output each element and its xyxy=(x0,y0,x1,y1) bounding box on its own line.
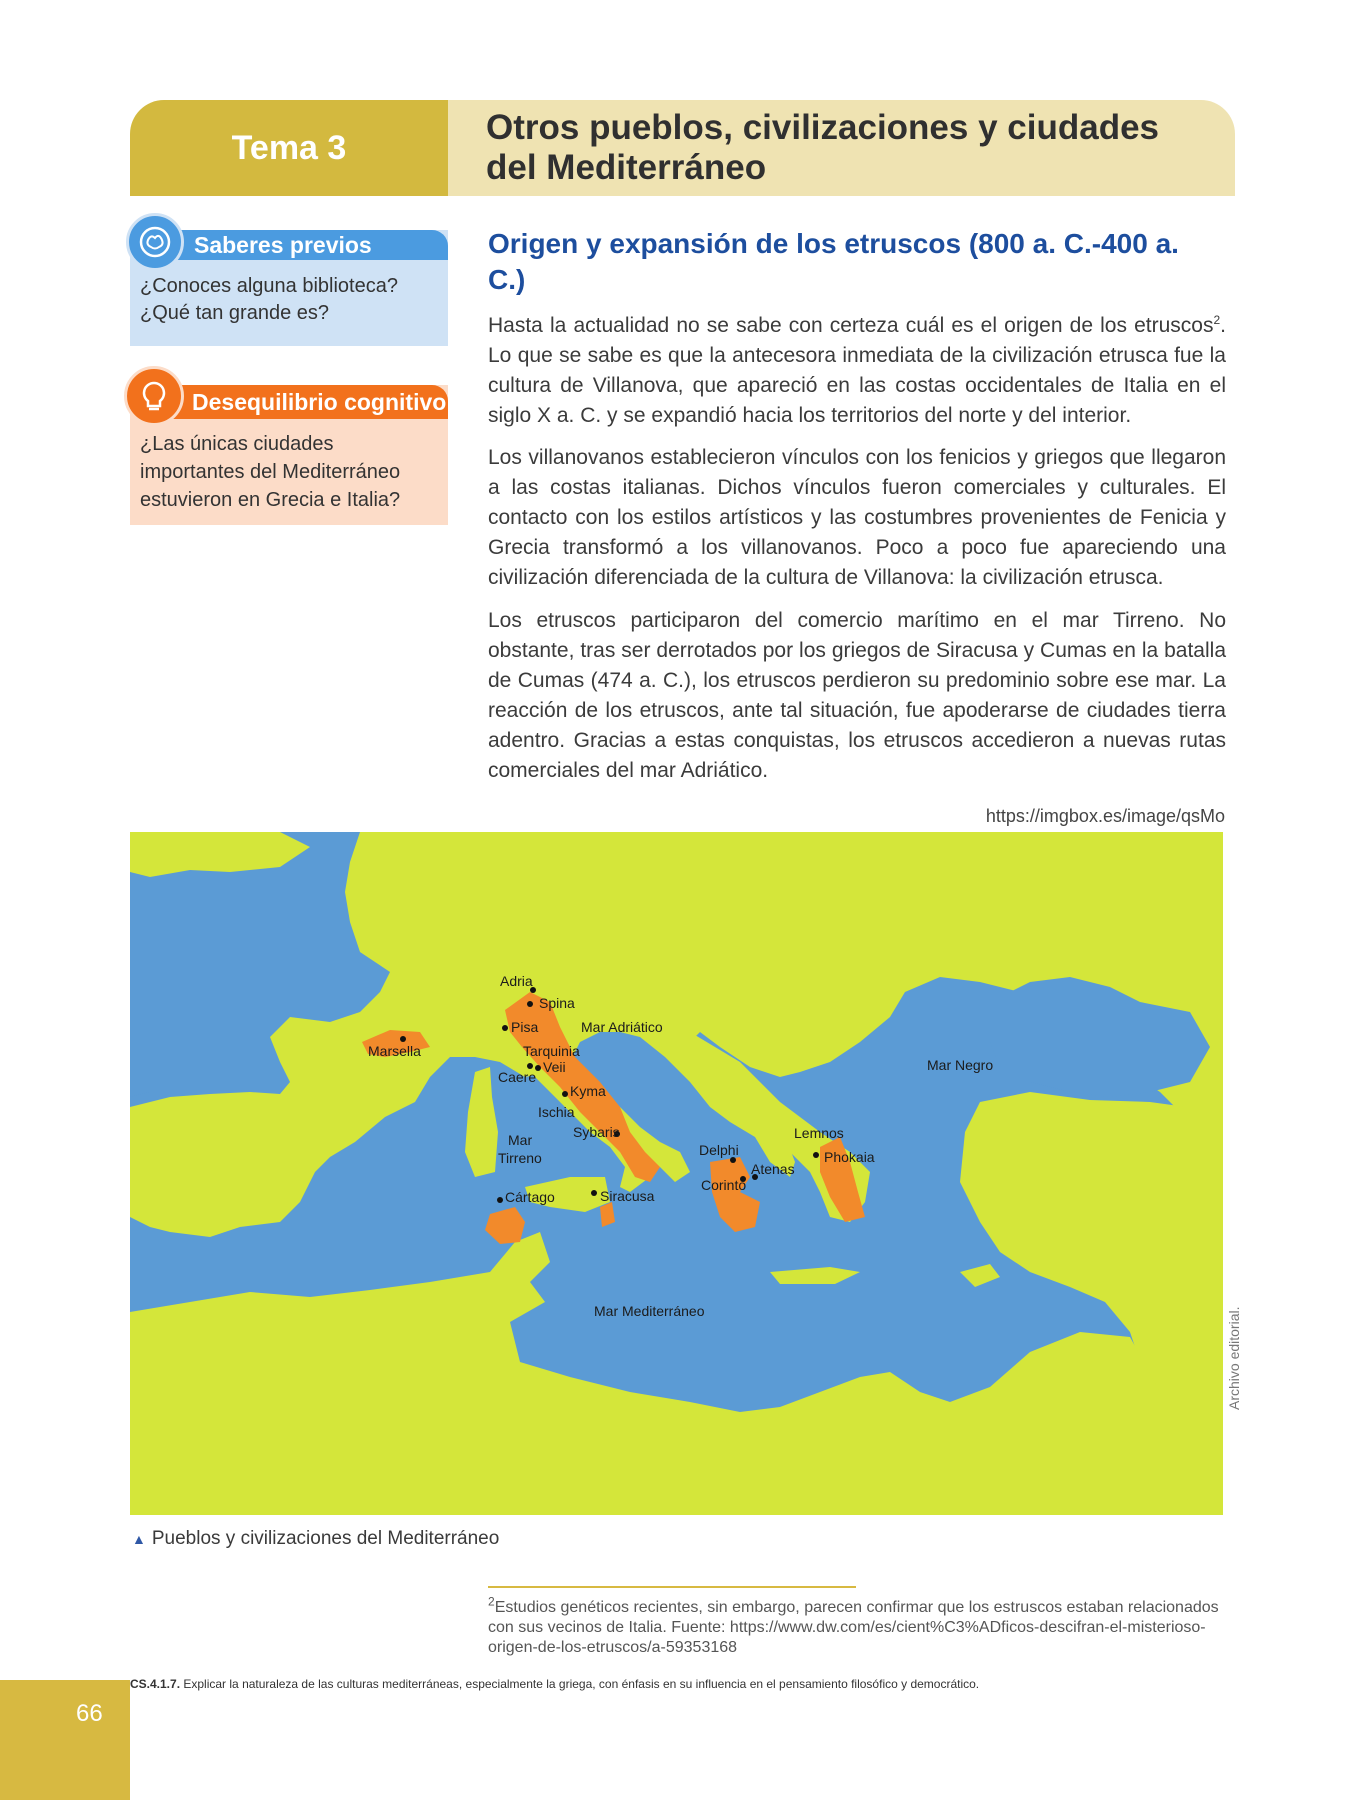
label-ischia: Ischia xyxy=(538,1104,575,1120)
desequilibrio-title: Desequilibrio cognitivo xyxy=(192,389,447,415)
label-mar-mediterraneo: Mar Mediterráneo xyxy=(594,1303,705,1319)
label-tirreno: Tirreno xyxy=(498,1150,542,1166)
label-caere: Caere xyxy=(498,1069,537,1085)
paragraph-1-start: Hasta la actualidad no se sabe con certeza cuál es el origen de los etruscos xyxy=(488,314,1214,337)
dot-phokaia xyxy=(813,1152,819,1158)
map-credit: Archivo editorial. xyxy=(1226,1306,1242,1410)
label-mar-adriatico: Mar Adriático xyxy=(581,1019,663,1035)
label-kyma: Kyma xyxy=(570,1083,606,1099)
dot-cartago xyxy=(497,1197,503,1203)
label-siracusa: Siracusa xyxy=(600,1188,655,1204)
saberes-previos-title: Saberes previos xyxy=(194,232,372,258)
paragraph-1 xyxy=(488,311,1226,431)
dot-spina xyxy=(527,1001,533,1007)
label-pisa: Pisa xyxy=(511,1019,539,1035)
paragraph-3: Los etruscos participaron del comercio marítimo en el mar Tirreno. No obstante, tras ser derrotados por los griegos de Siracusa y Cumas en la batalla de Cumas (474 a. C.), los etruscos perdieron su predominio sobre ese mar. La reacción de los etruscos, ante tal situación, fue apoderarse de ciudades tierra adentro. Gracias a estas conquistas, los etruscos accedieron a nuevas rutas comerciales del mar Adriático. xyxy=(488,609,1226,782)
footnote-divider xyxy=(488,1586,856,1588)
desequilibrio-text: ¿Las únicas ciudades importantes del Mediterráneo estuvieron en Grecia e Italia? xyxy=(140,433,401,511)
map-caption xyxy=(132,1528,499,1550)
saberes-previos-text: ¿Conoces alguna biblioteca? ¿Qué tan grande es? xyxy=(140,275,398,324)
dot-kyma xyxy=(562,1091,568,1097)
footnote-text: Estudios genéticos recientes, sin embargo, parecen confirmar que los estruscos estaban relacionados con sus vecinos de Italia. Fuente: https://www.dw.com/es/cient%C3%ADficos-descifran-el-misterioso-origen-de-los-etruscos/a-59353168 xyxy=(488,1599,1219,1656)
label-phokaia: Phokaia xyxy=(824,1149,875,1165)
footnote-ref[interactable]: 2 xyxy=(1213,313,1221,327)
dot-siracusa xyxy=(591,1190,597,1196)
label-veii: Veii xyxy=(543,1059,566,1075)
label-atenas: Atenas xyxy=(751,1161,795,1177)
triangle-icon: ▲ xyxy=(132,1531,146,1547)
standard-text: Explicar la naturaleza de las culturas mediterráneas, especialmente la griega, con énfasis en su influencia en el pensamiento filosófico y democrático. xyxy=(183,1677,980,1691)
label-delphi: Delphi xyxy=(699,1142,739,1158)
label-lemnos: Lemnos xyxy=(794,1125,844,1141)
title-banner xyxy=(448,100,1235,196)
dot-marsella xyxy=(400,1036,406,1042)
label-marsella: Marsella xyxy=(368,1043,421,1059)
mediterranean-map xyxy=(130,832,1223,1515)
page-number: 66 xyxy=(76,1700,103,1727)
footnote-number: 2 xyxy=(488,1594,495,1609)
label-sybaris: Sybaris xyxy=(573,1124,620,1140)
curriculum-standard xyxy=(130,1677,1220,1691)
footnote xyxy=(488,1594,1226,1658)
lesson-header xyxy=(130,100,1235,196)
dot-pisa xyxy=(502,1025,508,1031)
map-caption-text: Pueblos y civilizaciones del Mediterráneo xyxy=(151,1528,500,1549)
page-number-strip xyxy=(0,1680,130,1800)
label-mar: Mar xyxy=(508,1132,533,1148)
paragraph-1-rest: . Lo que se sabe es que la antecesora inmediata de la civilización etrusca fue la cultura de Villanova, que apareció en las costas occidentales de Italia en el siglo X a. C. y se expandió hacia los territorios del norte y del interior. xyxy=(488,314,1226,427)
map-source-url[interactable]: https://imgbox.es/image/qsMo xyxy=(985,806,1225,826)
tema-badge xyxy=(130,100,448,196)
tema-label: Tema 3 xyxy=(231,128,347,167)
standard-code: CS.4.1.7. xyxy=(130,1677,181,1691)
label-adria: Adria xyxy=(500,973,533,989)
brain-icon xyxy=(126,213,184,271)
section-title: Origen y expansión de los etruscos (800 a. C.-400 a. C.) xyxy=(488,228,1179,295)
label-mar-negro: Mar Negro xyxy=(927,1057,994,1073)
label-tarquinia: Tarquinia xyxy=(523,1043,580,1059)
lightbulb-icon xyxy=(124,366,184,426)
label-corinto: Corinto xyxy=(701,1177,747,1193)
page-title: Otros pueblos, civilizaciones y ciudades del Mediterráneo xyxy=(486,108,1159,187)
label-spina: Spina xyxy=(539,995,575,1011)
label-cartago: Cártago xyxy=(505,1189,555,1205)
paragraph-2: Los villanovanos establecieron vínculos con los fenicios y griegos que llegaron a las costas italianas. Dichos vínculos fueron comerciales y culturales. El contacto con los estilos artísticos y las costumbres provenientes de Fenicia y Grecia transformó a los villanovanos. Poco a poco fue apareciendo una civilización diferenciada de la cultura de Villanova: la civilización etrusca. xyxy=(488,446,1226,589)
